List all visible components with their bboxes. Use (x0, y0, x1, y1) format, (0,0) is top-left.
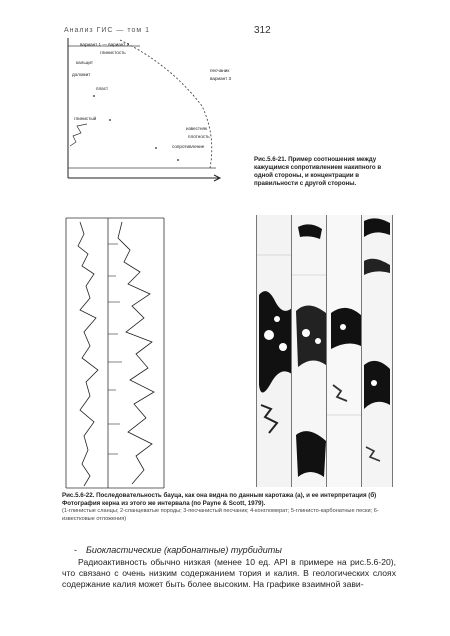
fig21-label: вариант 3 (210, 76, 232, 81)
interpretation-ticks (108, 244, 122, 454)
core-photograph (254, 215, 392, 487)
figure-21-caption: Рис.5.6-21. Пример соотношения между кажущимся сопротивлением накипного в одной стороны, и концентрации в правильности с другой стороны. (254, 156, 382, 187)
fig21-label: кальцит (76, 60, 94, 65)
figure-22-log (60, 214, 170, 490)
section-heading (74, 545, 282, 555)
core-column (361, 215, 393, 487)
fig21-label: глинистый (74, 116, 97, 121)
figure-22-caption: Рис.5.6-22. Последовательность бауца, как она видна по данным каротажа (а), и ее интерпретация (б) Фотография керна из этого же интервала (по Payne & Scott, 1979). (62, 492, 377, 507)
plot-point (177, 159, 179, 161)
fig21-label: плотность (188, 134, 210, 139)
fig21-label: сопротивление (172, 144, 205, 149)
page-number: 312 (254, 25, 271, 36)
bullet-dash: - (74, 545, 77, 555)
paragraph-text: Радиоактивность обычно низкая (менее 10 ед. API в примере на рис.5.6-20), что связано с очень низким содержанием тория и калия. В геологических слоях содержание калия может быть более высоким. На графике взаимной зави- (62, 557, 396, 589)
gamma-wiggle (70, 124, 87, 146)
gamma-ray-curve (78, 222, 98, 486)
fig21-label: песчаник (210, 68, 230, 73)
fig21-label: известняк (186, 126, 208, 131)
plot-point (93, 95, 95, 97)
body-paragraph (62, 557, 396, 590)
section-heading-text: Биокластические (карбонатные) турбидиты (86, 545, 282, 555)
plot-point (155, 147, 157, 149)
fig21-label: пласт (96, 86, 109, 91)
figure-21-crossplot (60, 36, 250, 194)
fig21-label: доломит (72, 72, 91, 77)
plot-point (109, 119, 111, 121)
fig21-label: глинистость (100, 50, 126, 55)
fig21-label: вариант 1 — вариант 2 (80, 42, 130, 47)
figure-22-legend: (1-глинистые сланцы; 2-сланцеватые породы; 3-песчанистый песчаник; 4-конгломерат; 5-глинисто-карбонатные пески; 6-известковые отложения) (62, 508, 379, 522)
running-header: Анализ ГИС — том 1 (64, 27, 151, 34)
resistivity-curve (118, 222, 154, 484)
